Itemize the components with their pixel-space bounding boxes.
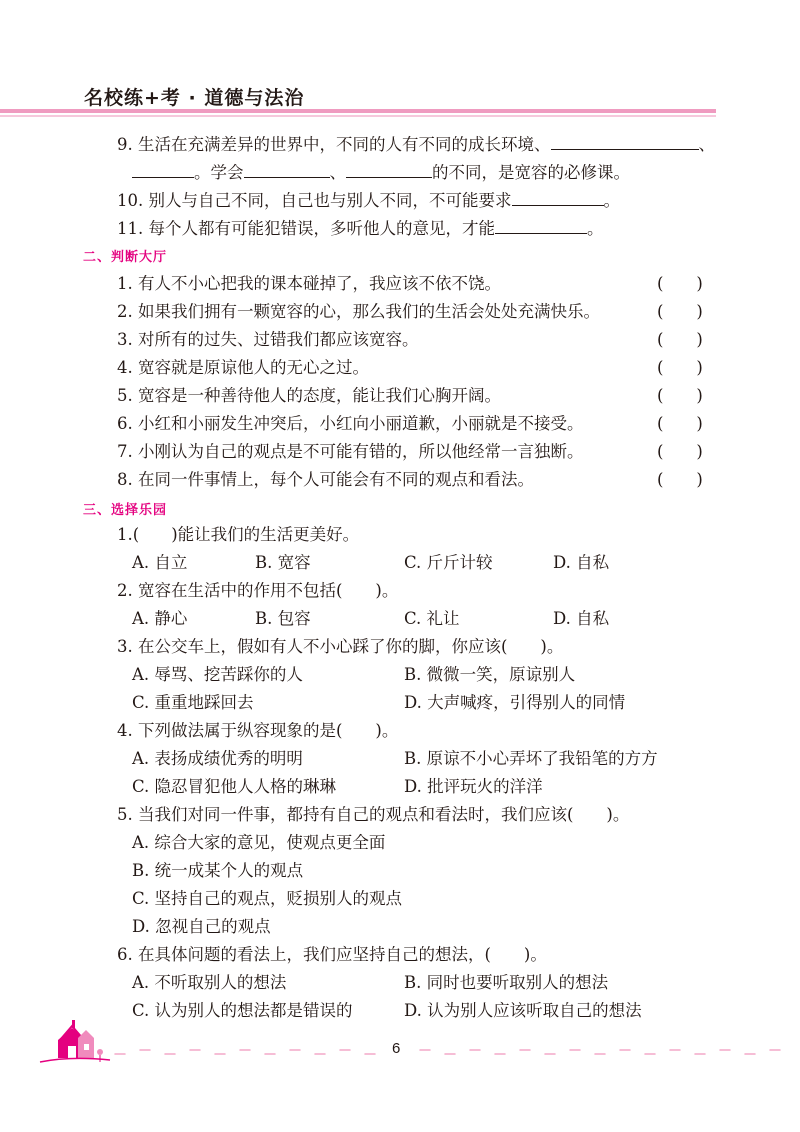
question-9-line1: 9. 生活在充满差异的世界中，不同的人有不同的成长环境、 、 [117,135,715,154]
answer-blank[interactable] [346,161,432,178]
answer-blank[interactable] [551,133,699,150]
header-rule-thin [0,115,716,117]
judgement-item: 7. 小刚认为自己的观点是不可能有错的，所以他经常一言独断。 [117,442,584,461]
border-dash-pattern [115,1050,780,1054]
judgement-item: 1. 有人不小心把我的课本碰掉了，我应该不依不饶。 [117,274,501,293]
choice-option[interactable]: A. 不听取别人的想法 [132,973,287,992]
choice-option[interactable]: D. 大声喊疼，引得别人的同情 [404,693,626,712]
choice-option[interactable]: A. 自立 [132,553,188,572]
answer-paren[interactable]: ( ) [657,414,703,433]
answer-paren[interactable]: ( ) [657,386,703,405]
house-icon [58,1020,94,1058]
choice-option[interactable]: A. 综合大家的意见，使观点更全面 [132,833,386,852]
judgement-item: 8. 在同一件事情上，每个人可能会有不同的观点和看法。 [117,470,534,489]
answer-blank[interactable] [244,161,330,178]
answer-paren[interactable]: ( ) [657,470,703,489]
choice-question-1: 1.( )能让我们的生活更美好。 [117,525,360,544]
choice-option[interactable]: C. 隐忍冒犯他人人格的琳琳 [132,777,337,796]
header-rule [0,109,716,113]
choice-option[interactable]: C. 礼让 [404,609,460,628]
choice-question-2: 2. 宽容在生活中的作用不包括( )。 [117,581,399,600]
choice-option[interactable]: D. 忽视自己的观点 [132,917,271,936]
answer-paren[interactable]: ( ) [657,442,703,461]
answer-paren[interactable]: ( ) [657,358,703,377]
answer-paren[interactable]: ( ) [657,274,703,293]
choice-option[interactable]: B. 同时也要听取别人的想法 [404,973,609,992]
choice-option[interactable]: B. 微微一笑，原谅别人 [404,665,576,684]
choice-question-6: 6. 在具体问题的看法上，我们应坚持自己的想法，( )。 [117,945,547,964]
choice-option[interactable]: D. 批评玩火的洋洋 [404,777,543,796]
answer-blank[interactable] [495,217,587,234]
choice-option[interactable]: D. 认为别人应该听取自己的想法 [404,1001,642,1020]
judgement-item: 5. 宽容是一种善待他人的态度，能让我们心胸开阔。 [117,386,501,405]
choice-option[interactable]: D. 自私 [553,609,610,628]
judgement-item: 3. 对所有的过失、过错我们都应该宽容。 [117,330,419,349]
choice-question-5: 5. 当我们对同一件事，都持有自己的观点和看法时，我们应该( )。 [117,805,630,824]
choice-option[interactable]: C. 重重地踩回去 [132,693,254,712]
judgement-item: 6. 小红和小丽发生冲突后，小红向小丽道歉，小丽就是不接受。 [117,414,584,433]
choice-option[interactable]: C. 斤斤计较 [404,553,493,572]
answer-blank[interactable] [512,189,604,206]
question-9-line2: 。学会 、 的不同，是宽容的必修课。 [132,161,630,184]
answer-paren[interactable]: ( ) [657,302,703,321]
judgement-item: 4. 宽容就是原谅他人的无心之过。 [117,358,369,377]
choice-option[interactable]: A. 辱骂、挖苦踩你的人 [132,665,303,684]
choice-question-3: 3. 在公交车上，假如有人不小心踩了你的脚，你应该( )。 [117,637,564,656]
answer-paren[interactable]: ( ) [657,330,703,349]
choice-option[interactable]: D. 自私 [553,553,610,572]
choice-question-4: 4. 下列做法属于纵容现象的是( )。 [117,721,399,740]
choice-option[interactable]: B. 统一成某个人的观点 [132,861,304,880]
judgement-item: 2. 如果我们拥有一颗宽容的心，那么我们的生活会处处充满快乐。 [117,302,600,321]
choice-option[interactable]: A. 表扬成绩优秀的明明 [132,749,303,768]
answer-blank[interactable] [132,161,194,178]
header-title: 名校练+考 · 道德与法治 [84,87,305,109]
choice-option[interactable]: C. 坚持自己的观点，贬损别人的观点 [132,889,403,908]
question-11: 11. 每个人都有可能犯错误，多听他人的意见，才能 。 [117,219,604,238]
choice-option[interactable]: A. 静心 [132,609,188,628]
section-title-judgement: 二、判断大厅 [83,250,168,265]
question-10: 10. 别人与自己不同，自己也与别人不同，不可能要求 。 [117,191,620,210]
choice-option[interactable]: B. 宽容 [255,553,311,572]
choice-option[interactable]: C. 认为别人的想法都是错误的 [132,1001,353,1020]
section-title-choice: 三、选择乐园 [83,503,168,518]
page-number: 6 [392,1040,401,1057]
choice-option[interactable]: B. 原谅不小心弄坏了我铅笔的方方 [404,749,658,768]
choice-option[interactable]: B. 包容 [255,609,311,628]
